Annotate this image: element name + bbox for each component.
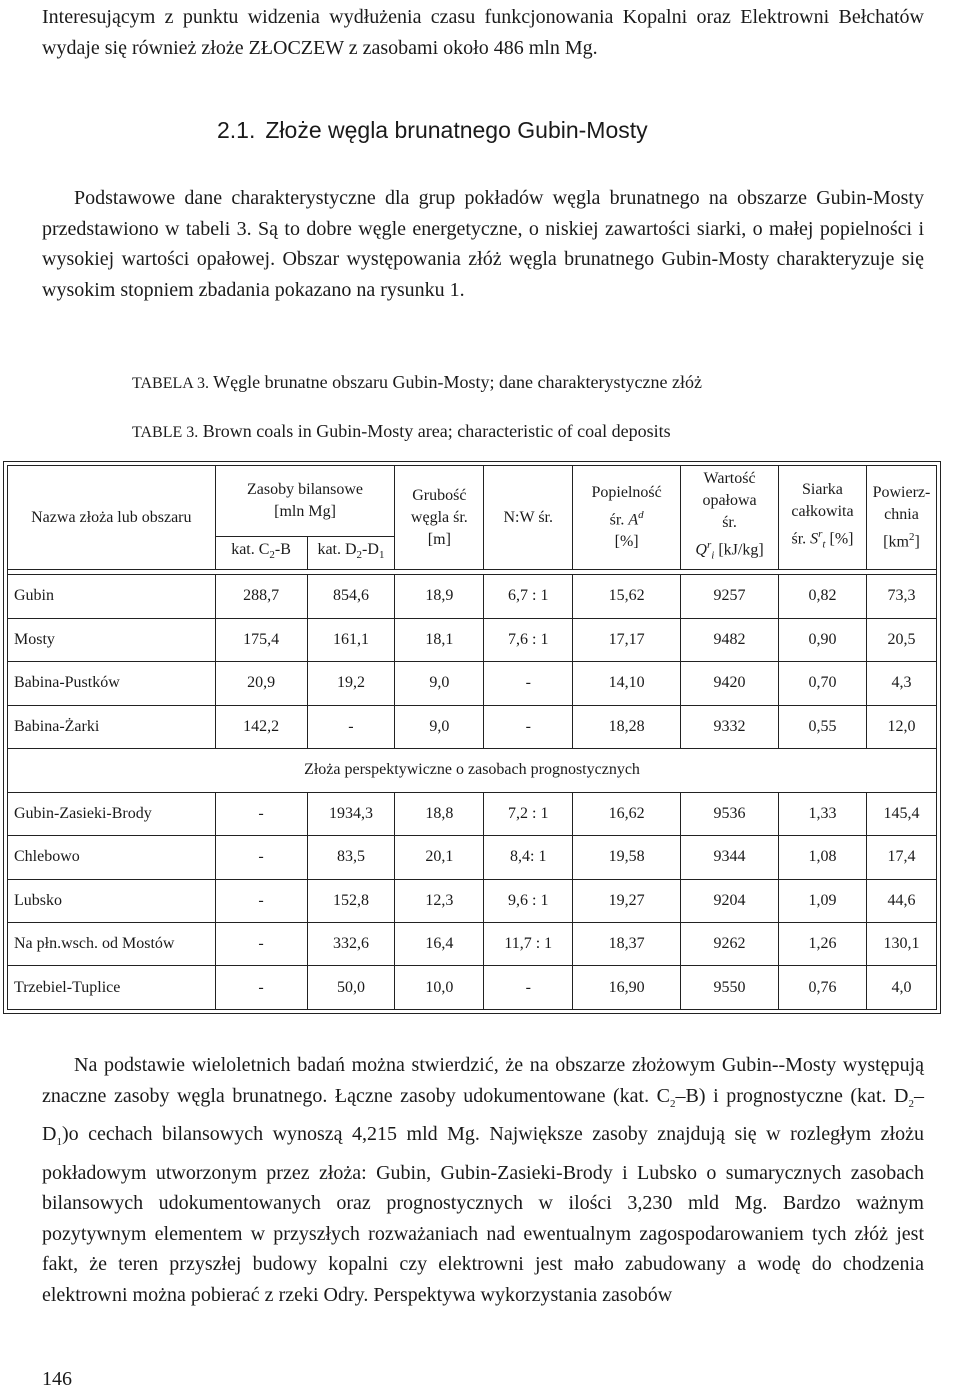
cell: 18,8 [395, 792, 484, 835]
header-kat-d-sub2: 1 [378, 549, 385, 562]
cell: 20,9 [215, 662, 307, 705]
cell: 145,4 [866, 792, 936, 835]
cell: 1,26 [779, 923, 867, 966]
header-sulfur-l2: całkowita [791, 503, 854, 521]
cell: 19,2 [307, 662, 395, 705]
cell: 152,8 [307, 879, 395, 922]
header-sulfur-l1: Siarka [802, 481, 843, 499]
cell: 12,3 [395, 879, 484, 922]
header-ash-symbol: A [628, 511, 639, 529]
header-ash [573, 466, 681, 570]
cell: - [307, 705, 395, 748]
table-row [8, 923, 937, 966]
header-name: Nazwa złoża lub obszaru [8, 466, 216, 570]
cell: - [215, 966, 307, 1010]
cell: Babina-Żarki [8, 705, 216, 748]
header-kat-c-prefix: kat. C [231, 541, 270, 559]
cell: 0,82 [779, 575, 867, 618]
cell: 161,1 [307, 618, 395, 661]
cell: 11,7 : 1 [484, 923, 573, 966]
header-sulfur-symbol: S [810, 530, 819, 548]
header-area-unit-prefix: [km [883, 533, 909, 551]
cell: Gubin-Zasieki-Brody [8, 792, 216, 835]
cell: - [484, 705, 573, 748]
cell: - [215, 836, 307, 879]
cell: - [484, 966, 573, 1010]
cell: 20,5 [866, 618, 936, 661]
cell: 16,4 [395, 923, 484, 966]
cell: 9204 [681, 879, 779, 922]
cell: Na płn.wsch. od Mostów [8, 923, 216, 966]
cell: 0,70 [779, 662, 867, 705]
cell: 4,0 [866, 966, 936, 1010]
bottom-paragraph [42, 1050, 924, 1310]
header-cal-symbol: Q [695, 541, 707, 559]
bottom-sub-2: 2 [908, 1097, 915, 1110]
cell: - [215, 792, 307, 835]
header-thickness [395, 466, 484, 570]
header-reserves [215, 466, 395, 537]
header-ash-prefix: śr. [609, 511, 629, 529]
deposits-table-frame [3, 461, 941, 1014]
header-sulfur-unit: [%] [825, 530, 854, 548]
section-row [8, 749, 937, 793]
cell: 9,0 [395, 662, 484, 705]
cell: 9420 [681, 662, 779, 705]
cell: 1934,3 [307, 792, 395, 835]
bottom-part-2: –B) i prognostyczne (kat. D [675, 1084, 909, 1107]
cell: 9482 [681, 618, 779, 661]
cell: 175,4 [215, 618, 307, 661]
header-sulfur-sub: t [822, 538, 826, 551]
bottom-sub-3: 1 [56, 1136, 62, 1148]
cell: 17,17 [573, 618, 681, 661]
cell: 44,6 [866, 879, 936, 922]
cell: 0,55 [779, 705, 867, 748]
header-kat-d [307, 537, 395, 570]
cell: Babina-Pustków [8, 662, 216, 705]
header-area-unit-sup: 2 [908, 530, 915, 543]
cell: 16,90 [573, 966, 681, 1010]
cell: 19,58 [573, 836, 681, 879]
cell: 288,7 [215, 575, 307, 618]
cell: 1,33 [779, 792, 867, 835]
header-ash-l1: Popielność [591, 483, 662, 501]
header-cal-l1: Wartość [703, 470, 756, 488]
section-number: 2.1. [217, 117, 256, 143]
top-paragraph: Interesującym z punktu widzenia wydłużenia czasu funkcjonowania Kopalni oraz Elektrowni Bełchatów wydaje się również złoże ZŁOCZEW z zasobami około 486 mln Mg. [42, 6, 924, 59]
table-caption-en [132, 421, 671, 442]
balance-rows [8, 570, 937, 1010]
header-ash-l3: [%] [614, 533, 639, 551]
cell: 9262 [681, 923, 779, 966]
cell: 9536 [681, 792, 779, 835]
cell: 0,90 [779, 618, 867, 661]
cell: 20,1 [395, 836, 484, 879]
header-kat-d-sub: 2 [356, 549, 363, 562]
table-row [8, 966, 937, 1010]
cell: 16,62 [573, 792, 681, 835]
section-title: Złoże węgla brunatnego Gubin-Mosty [265, 117, 648, 143]
header-cal-l3: śr. [722, 514, 737, 532]
cell: Mosty [8, 618, 216, 661]
cell: 6,7 : 1 [484, 575, 573, 618]
cell: 12,0 [866, 705, 936, 748]
section-heading [217, 117, 658, 144]
cell: 19,27 [573, 879, 681, 922]
header-ash-sup: d [638, 508, 644, 521]
cell: 18,1 [395, 618, 484, 661]
header-thickness-l2: węgla śr. [410, 508, 468, 526]
cell: 9,0 [395, 705, 484, 748]
cell: Chlebowo [8, 836, 216, 879]
header-cal-sup: r [706, 539, 712, 552]
cell: Lubsko [8, 879, 216, 922]
cell: 10,0 [395, 966, 484, 1010]
header-sulfur-prefix: śr. [791, 530, 811, 548]
caption-pl-text: Węgle brunatne obszaru Gubin-Mosty; dane charakterystyczne złóż [213, 372, 702, 392]
deposits-table [7, 465, 937, 1010]
header-area [866, 466, 936, 570]
cell: 15,62 [573, 575, 681, 618]
bottom-part-3: –D [42, 1084, 925, 1145]
cell: 18,28 [573, 705, 681, 748]
cell: 14,10 [573, 662, 681, 705]
cell: Gubin [8, 575, 216, 618]
header-kat-d-prefix: kat. D [317, 541, 357, 559]
header-area-l1: Powierz- [872, 483, 931, 501]
cell: 130,1 [866, 923, 936, 966]
header-reserves-l2: [mln Mg] [274, 503, 336, 520]
cell: 17,4 [866, 836, 936, 879]
cell: 9344 [681, 836, 779, 879]
header-cal-unit: [kJ/kg] [714, 541, 764, 559]
table-caption-pl [132, 372, 702, 393]
cell: - [215, 923, 307, 966]
header-kat-c-suffix: -B [274, 541, 291, 559]
header-kat-d-mid: -D [362, 541, 379, 559]
cell: 9332 [681, 705, 779, 748]
header-reserves-l1: Zasoby bilansowe [247, 481, 363, 498]
cell: 0,76 [779, 966, 867, 1010]
cell: 9,6 : 1 [484, 879, 573, 922]
header-area-l2: chnia [884, 505, 919, 523]
caption-en-text: Brown coals in Gubin-Mosty area; characteristic of coal deposits [202, 421, 671, 441]
cell: Trzebiel-Tuplice [8, 966, 216, 1010]
cell: 9550 [681, 966, 779, 1010]
caption-en-label: TABLE 3. [132, 424, 199, 441]
intro-paragraph: Podstawowe dane charakterystyczne dla grup pokładów węgla brunatnego na obszarze Gubin-Mosty przedstawiono w tabeli 3. Są to dobre węgle energetyczne, o niskiej zawartości siarki, o małej popielności i wysokiej wartości opałowej. Obszar występowania złóż węgla brunatnego Gubin-Mosty charakteryzuje się wysokim stopniem zbadania pokazano na rysunku 1. [42, 187, 924, 301]
cell: 1,08 [779, 836, 867, 879]
cell: 854,6 [307, 575, 395, 618]
table-row [8, 575, 937, 618]
table-row [8, 618, 937, 661]
table-row [8, 879, 937, 922]
cell: - [215, 879, 307, 922]
cell: 4,3 [866, 662, 936, 705]
section-label: Złoża perspektywiczne o zasobach prognostycznych [8, 749, 937, 793]
header-thickness-l3: [m] [427, 530, 451, 548]
table-row [8, 662, 937, 705]
bottom-sub-1: 2 [670, 1097, 676, 1110]
table-row [8, 836, 937, 879]
bottom-part-4: )o cechach bilansowych wynoszą 4,215 mld Mg. Największe zasoby znajdują się w rozległym złożu pokładowym utworzonym przez złoża: Gubin, Gubin-Zasieki-Brody i Lubsko o sumarycznych zasobach bilansowych udokumentowanych oraz prognostycznych w ilości 3,230 mld Mg. Bardzo ważnym pozytywnym elementem w przyszłych rozważaniach nad ewentualnym zagospodarowaniem tych złóż jest fakt, że teren przyszłej budowy kopalni czy elektrowni jest mało zabudowany a wodę do chodzenia elektrowni można pobierać z rzeki Odry. Perspektywa wykorzystania zasobów [42, 1123, 924, 1306]
cell: 18,37 [573, 923, 681, 966]
header-nw: N:W śr. [484, 466, 573, 570]
cell: - [484, 662, 573, 705]
table-row [8, 792, 937, 835]
cell: 83,5 [307, 836, 395, 879]
cell: 8,4: 1 [484, 836, 573, 879]
header-thickness-l1: Grubość [412, 486, 467, 504]
page-number: 146 [42, 1368, 72, 1390]
header-sulfur [779, 466, 867, 570]
header-sulfur-sup: r [818, 528, 823, 541]
header-cal-sub: i [711, 549, 715, 562]
cell: 18,9 [395, 575, 484, 618]
header-calorific [681, 466, 779, 570]
cell: 7,2 : 1 [484, 792, 573, 835]
bottom-part-1: Na podstawie wieloletnich badań można stwierdzić, że na obszarze złożowym Gubin--Mosty występują znaczne zasoby węgla brunatnego. Łączne zasoby udokumentowane (kat. C [42, 1054, 924, 1107]
cell: 332,6 [307, 923, 395, 966]
header-cal-l2: opałowa [702, 492, 757, 510]
cell: 142,2 [215, 705, 307, 748]
cell: 1,09 [779, 879, 867, 922]
header-row-1 [8, 466, 937, 537]
cell: 9257 [681, 575, 779, 618]
header-area-unit-suffix: ] [914, 533, 920, 551]
caption-pl-label: TABELA 3. [132, 375, 209, 392]
cell: 73,3 [866, 575, 936, 618]
cell: 7,6 : 1 [484, 618, 573, 661]
header-kat-c [215, 537, 307, 570]
header-kat-c-sub: 2 [269, 549, 275, 562]
table-row [8, 705, 937, 748]
cell: 50,0 [307, 966, 395, 1010]
